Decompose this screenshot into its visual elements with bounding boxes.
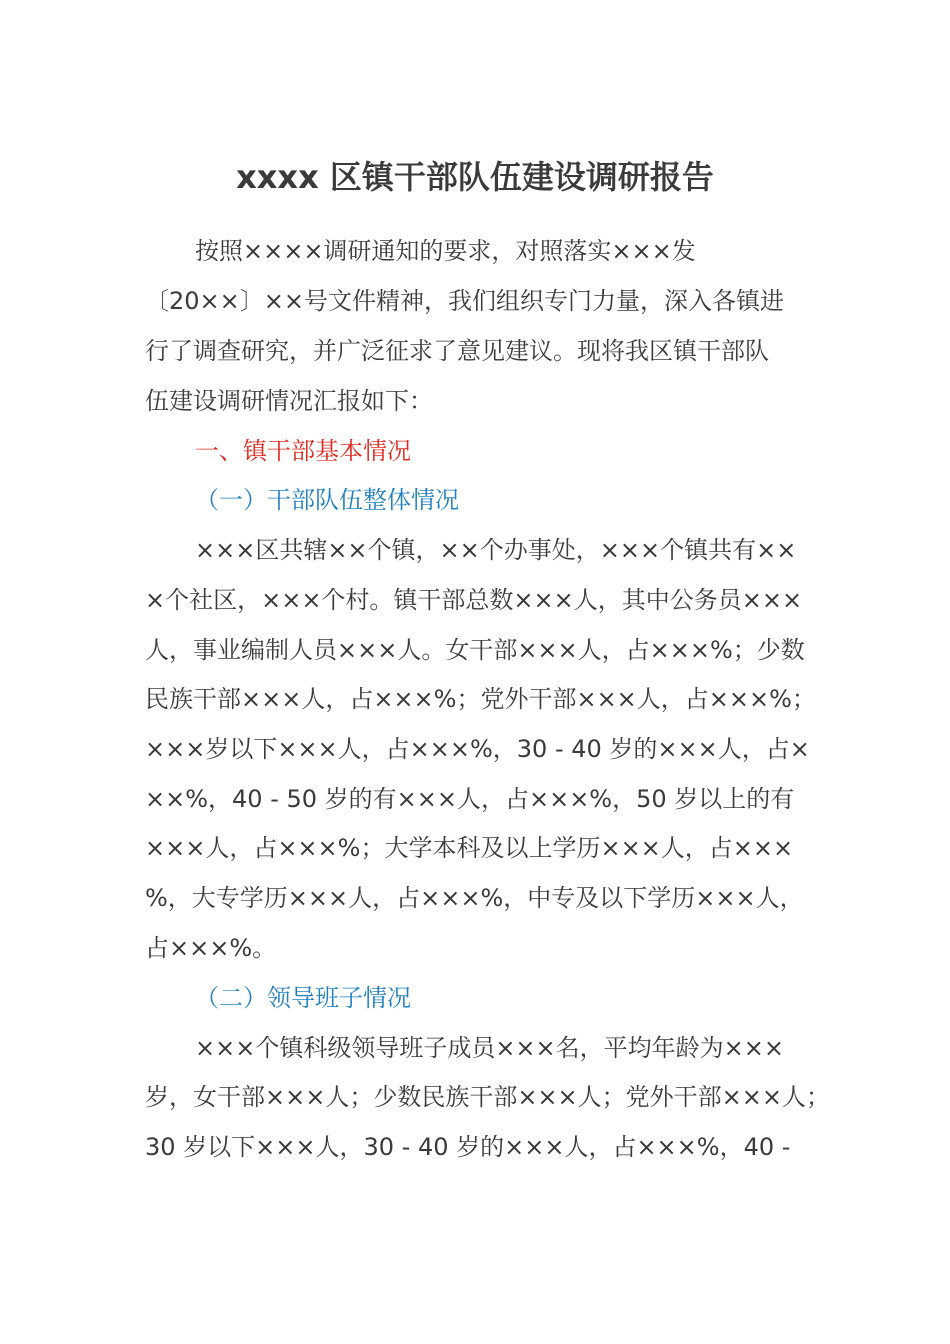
intro-line-1: 按照××××调研通知的要求，对照落实×××发 [195, 237, 696, 265]
paragraph-line: ×××个镇科级领导班子成员×××名，平均年龄为××× [195, 1034, 784, 1062]
paragraph-line: ×××岁以下×××人，占×××%，30 - 40 岁的×××人，占× [145, 735, 810, 763]
paragraph-line: ×个社区，×××个村。镇干部总数×××人，其中公务员××× [145, 586, 803, 614]
paragraph-line: ×××人，占×××%；大学本科及以上学历×××人，占××× [145, 834, 794, 862]
document-title: xxxx 区镇干部队伍建设调研报告 [236, 158, 714, 196]
paragraph-line: %，大专学历×××人，占×××%，中专及以下学历×××人， [145, 884, 804, 912]
subsection-heading-leadership: （二）领导班子情况 [195, 984, 411, 1012]
section-heading-basic-situation: 一、镇干部基本情况 [195, 437, 411, 465]
paragraph-line: 30 岁以下×××人，30 - 40 岁的×××人，占×××%，40 - [145, 1133, 791, 1161]
intro-line-4: 伍建设调研情况汇报如下： [145, 387, 433, 415]
intro-line-2: 〔20××〕××号文件精神，我们组织专门力量，深入各镇进 [145, 287, 784, 315]
paragraph-line: 岁，女干部×××人；少数民族干部×××人；党外干部×××人； [145, 1083, 830, 1111]
paragraph-line: 占×××%。 [145, 934, 277, 962]
subsection-heading-team-overall: （一）干部队伍整体情况 [195, 486, 459, 514]
paragraph-line: ×××区共辖××个镇，××个办事处，×××个镇共有×× [195, 536, 797, 564]
intro-line-3: 行了调查研究，并广泛征求了意见建议。现将我区镇干部队 [145, 337, 769, 365]
paragraph-line: ××%，40 - 50 岁的有×××人，占×××%，50 岁以上的有 [145, 785, 795, 813]
paragraph-line: 民族干部×××人，占×××%；党外干部×××人，占×××%； [145, 685, 816, 713]
paragraph-line: 人，事业编制人员×××人。女干部×××人，占×××%；少数 [145, 636, 805, 664]
